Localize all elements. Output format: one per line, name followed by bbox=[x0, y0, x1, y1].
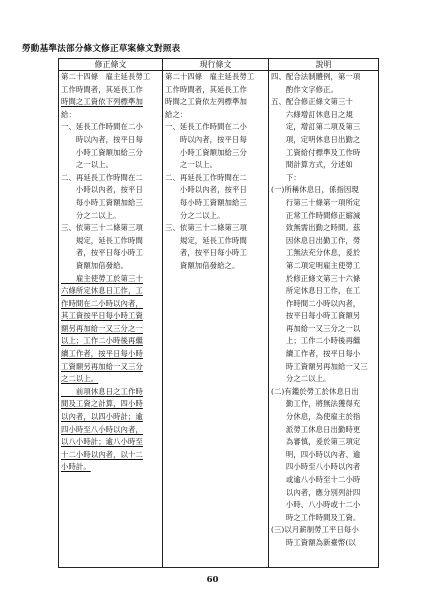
proposed-article-cell bbox=[59, 71, 163, 568]
text-line: 間及工資之計算，四小時 bbox=[61, 399, 143, 409]
text-line: 以內者，以四小時計；逾 bbox=[61, 412, 143, 422]
text-line: 分之二以上。 bbox=[165, 210, 225, 220]
text-line: 時之工作時間及工資。 bbox=[271, 512, 361, 522]
text-line: 工作時間者，其延長工作 bbox=[61, 84, 143, 94]
text-line: 三、依第三十二條第三項 bbox=[165, 223, 247, 233]
text-line: 作時間二小時以內者， bbox=[271, 298, 361, 308]
text-line: 勤工作，將無法獲得充 bbox=[271, 399, 361, 409]
text-line: 雇主使勞工於第三十 bbox=[61, 273, 143, 283]
text-line: (一)所稱休息日，係指因現 bbox=[271, 185, 359, 195]
text-line: 再加給一又三分之一以 bbox=[271, 323, 361, 333]
text-line: 規定，延長工作時間 bbox=[61, 235, 143, 245]
text-line: 小時工資額加給三分 bbox=[61, 147, 143, 157]
text-line: 一、延長工作時間在二小 bbox=[165, 122, 247, 132]
text-line: 小時工資額加給三分 bbox=[165, 147, 247, 157]
text-line: 小時以內者，按平日 bbox=[165, 185, 247, 195]
text-line: 上；工作二小時後再繼 bbox=[271, 336, 361, 346]
header-explanation: 說明 bbox=[269, 59, 379, 71]
explanation-cell bbox=[269, 71, 379, 568]
text-line: 間計算方式，分述如 bbox=[271, 160, 353, 170]
text-line: 時工資額為新臺幣(以 bbox=[271, 537, 356, 547]
text-line: 額另再加給一又三分之一 bbox=[61, 323, 143, 333]
page-number: 60 bbox=[206, 575, 219, 585]
text-line: 時以內者，按平日每 bbox=[165, 134, 247, 144]
text-line: 下： bbox=[271, 172, 301, 182]
text-line: 二、再延長工作時間在二 bbox=[165, 172, 247, 182]
text-line: 或逾八小時至十二小時 bbox=[271, 475, 361, 484]
text-line: 小時、八小時或十二小 bbox=[271, 500, 361, 510]
text-line: 以內者，應分別列計四 bbox=[271, 487, 361, 497]
text-line: (二)有鑑於勞工於休息日出 bbox=[271, 386, 359, 396]
table-header-row bbox=[59, 59, 379, 71]
header-current: 現行條文 bbox=[163, 59, 269, 71]
text-line: 所定休息日工作，在工 bbox=[271, 286, 361, 296]
text-line: 者，按平日每小時工 bbox=[61, 248, 143, 258]
text-line: 其工資按平日每小時工資 bbox=[61, 311, 143, 321]
text-line: 時間之工資依左列標準加 bbox=[165, 97, 247, 107]
text-line: 六條增訂休息日之規 bbox=[271, 109, 353, 119]
text-line: 每小時工資額加給三 bbox=[165, 197, 247, 207]
text-line: 前項休息日之工作時 bbox=[61, 386, 143, 396]
text-line: 時工資額另再加給一又三 bbox=[271, 361, 368, 371]
text-line: 明，四小時以內者、逾 bbox=[271, 449, 361, 459]
text-line: 四、配合法制體例，第一項 bbox=[271, 72, 361, 81]
text-line: 第二十四條 雇主延長勞工 bbox=[61, 72, 151, 81]
text-line: 工資給付標準及工作時 bbox=[271, 147, 361, 157]
text-line: 小時以內者，按平日 bbox=[61, 185, 143, 195]
text-line: 為審慎，爰於第三項定 bbox=[271, 437, 361, 447]
text-line: 六條所定休息日工作，工 bbox=[61, 286, 143, 296]
text-line: 致無需出勤之時間。茲 bbox=[271, 223, 361, 233]
document-title: 勞動基準法部分條文修正草案條文對照表 bbox=[22, 44, 181, 54]
text-line: 時以內者，按平日每 bbox=[61, 134, 143, 144]
text-line: 給之： bbox=[165, 109, 188, 119]
text-line: 酌作文字修正。 bbox=[271, 84, 338, 94]
text-line: 續工作者，按平日每小 bbox=[271, 349, 361, 359]
text-line: 之二以上。 bbox=[61, 374, 99, 384]
text-line: 定，增訂第二項及第三 bbox=[271, 122, 361, 132]
text-line: 續工作者，按平日每小時 bbox=[61, 349, 143, 359]
text-line: 二、再延長工作時間在二 bbox=[61, 172, 143, 182]
text-line: 派勞工休息日出勤時更 bbox=[271, 424, 361, 434]
text-line: 按平日每小時工資額另 bbox=[271, 311, 361, 321]
text-line: 作時間在二小時以內者， bbox=[61, 298, 143, 308]
text-line: 工無法充分休息，爰於 bbox=[271, 248, 361, 258]
header-proposed: 修正條文 bbox=[59, 59, 163, 71]
text-line: 於修正條文第三十六條 bbox=[271, 273, 361, 283]
text-line: 工資額另再加給一又三分 bbox=[61, 361, 143, 371]
text-line: 三、依第三十二條第三項 bbox=[61, 223, 143, 233]
text-line: 十二小時以內者，以十二 bbox=[61, 449, 143, 459]
text-line: 以八小時計；逾八小時至 bbox=[61, 437, 143, 447]
current-article-cell bbox=[163, 71, 269, 568]
text-line: 正常工作時間修正縮減 bbox=[271, 210, 361, 220]
text-line: 之一以上。 bbox=[61, 160, 114, 170]
text-line: 小時計。 bbox=[61, 462, 91, 472]
text-line: 資額加倍發給之。 bbox=[165, 260, 240, 270]
text-line: 工作時間者，其延長工作 bbox=[165, 84, 247, 94]
text-line: 分之二以上。 bbox=[271, 374, 331, 384]
comparison-table bbox=[58, 58, 379, 568]
text-line: 每小時工資額加給三 bbox=[61, 197, 143, 207]
text-line: 第二項定明雇主使勞工 bbox=[271, 260, 361, 270]
text-line: 四小時至八小時以內者， bbox=[61, 424, 143, 434]
text-line: 時間之工資依下列標準加 bbox=[61, 97, 143, 107]
text-line: 給： bbox=[61, 109, 76, 119]
text-line: 四小時至八小時以內者 bbox=[271, 462, 361, 472]
text-line: 之一以上。 bbox=[165, 160, 218, 170]
text-line: 項，定明休息日出勤之 bbox=[271, 134, 361, 144]
text-line: 者，按平日每小時工 bbox=[165, 248, 247, 258]
text-line: 行第三十條第一項所定 bbox=[271, 197, 361, 207]
text-line: (三)以月薪制勞工平日每小 bbox=[271, 525, 359, 535]
text-line: 分休息，為使雇主於指 bbox=[271, 412, 361, 422]
text-line: 五、配合修正條文第三十 bbox=[271, 97, 353, 107]
text-line: 一、延長工作時間在二小 bbox=[61, 122, 143, 132]
text-line: 第二十四條 雇主延長勞工 bbox=[165, 72, 255, 81]
text-line: 資額加倍發給。 bbox=[61, 260, 128, 270]
table-row bbox=[59, 71, 379, 568]
text-line: 以上；工作二小時後再繼 bbox=[61, 336, 143, 346]
text-line: 因休息日出勤工作，勞 bbox=[271, 235, 361, 245]
text-line: 分之二以上。 bbox=[61, 210, 121, 220]
text-line: 規定，延長工作時間 bbox=[165, 235, 247, 245]
